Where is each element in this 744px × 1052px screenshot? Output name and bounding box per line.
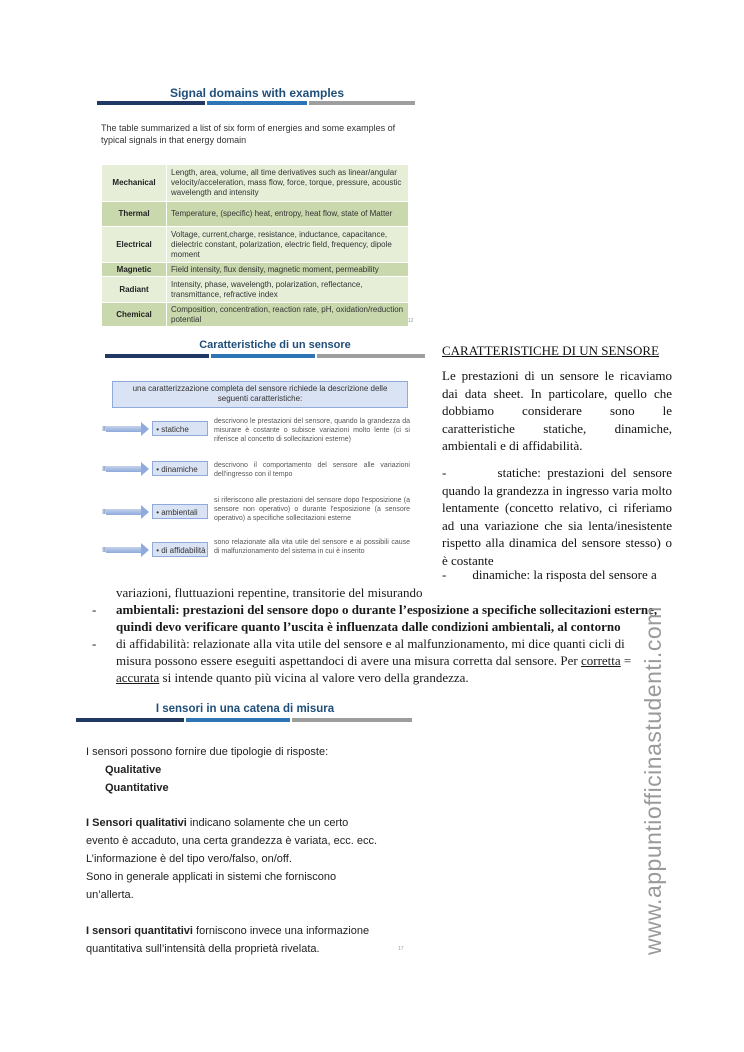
slide3-title: I sensori in una catena di misura — [155, 703, 335, 715]
qualitative-line5: un’allerta. — [86, 889, 134, 901]
category-label: • di affidabilità — [152, 542, 208, 557]
examples-cell: Voltage, current,charge, resistance, inductance, capacitance, dielectric constant, polarization, electric field, frequency, dipole moment — [167, 227, 409, 263]
category-row-statiche: III • statiche — [102, 421, 208, 436]
arrow-icon — [106, 466, 142, 472]
option-quantitative: Quantitative — [105, 782, 169, 794]
examples-cell: Intensity, phase, wavelength, polarization, reflectance, transmittance, refractive index — [167, 277, 409, 303]
qualitative-line4: Sono in generale applicati in sistemi che forniscono — [86, 871, 337, 883]
corretta-term: corretta — [580, 653, 621, 668]
ambientali-line-2: quindi devo verificare quanto l’uscita è influenzata dalle condizioni ambientali, al contorno — [116, 619, 621, 634]
slide3-page-mark: 17 — [398, 946, 404, 952]
quantitative-text: forniscono invece una informazione — [192, 925, 370, 937]
qualitative-line3: L’informazione è del tipo vero/falso, on/off. — [86, 853, 292, 865]
affidabilita-line-1: di affidabilità: relazionate alla vita utile del sensore e al malfunzionamento, mi dice quanti cicli di — [116, 636, 625, 651]
examples-cell: Field intensity, flux density, magnetic moment, permeability — [167, 263, 409, 277]
slide3-title-bar — [76, 718, 414, 722]
dinamiche-continuation: variazioni, fluttuazioni repentine, transitorie del misurando — [116, 585, 423, 600]
table-row — [102, 263, 409, 277]
category-desc: descrivono il comportamento del sensore alle variazioni dell'ingresso con il tempo — [214, 462, 410, 478]
category-label: • statiche — [152, 421, 208, 436]
affidabilita-end: si intende quanto più vicina al valore vero della grandezza. — [159, 670, 469, 685]
category-desc: sono relazionate alla vita utile del sensore e ai possibili cause di malfunzionamento del sistema in cui è inserito — [214, 539, 410, 555]
affidabilita-text: misura possono essere eseguiti aspettandoci di avere una misura corretta dal sensore. Per — [116, 653, 581, 668]
category-desc: si riferiscono alle prestazioni del sensore dopo l'esposizione (a sensore non operativo) o durante l'esposizione (a sensore operativo) a specifiche sollecitazioni esterne — [214, 497, 410, 522]
category-desc: descrivono le prestazioni del sensore, quando la grandezza da misurare è costante o subisce variazioni molto lente (ci si riferisce al concetto di sollecitazioni esterne) — [214, 418, 410, 443]
slide1-title: Signal domains with examples — [169, 86, 345, 100]
domain-cell: Chemical — [102, 303, 167, 327]
examples-cell: Temperature, (specific) heat, entropy, heat flow, state of Matter — [167, 202, 409, 227]
affidabilita-line-3 — [116, 669, 469, 686]
affidabilita-line-2 — [116, 652, 631, 669]
equals-sign: = — [620, 653, 632, 668]
slide2-title: Caratteristiche di un sensore — [199, 339, 351, 351]
quantitative-term: I sensori quantitativi — [86, 925, 193, 937]
slide2-title-bar — [105, 354, 427, 358]
category-label: • ambientali — [152, 504, 208, 519]
category-row-dinamiche: III • dinamiche — [102, 461, 208, 476]
ambientali-line-1: ambientali: prestazioni del sensore dopo o durante l’esposizione a specifiche sollecitazioni esterne, — [116, 602, 658, 617]
dinamiche-start: - dinamiche: la risposta del sensore a — [442, 567, 657, 582]
slide1-intro: The table summarized a list of six form of energies and some examples of typical signals in that energy domain — [101, 123, 396, 145]
domain-cell: Radiant — [102, 277, 167, 303]
intro-paragraph: Le prestazioni di un sensore le ricaviamo dai data sheet. In particolare, quello che dobbiamo considerare sono le caratteristiche statiche, dinamiche, ambientali e di affidabilità. — [442, 368, 672, 453]
quantitative-line2: quantitativa sull’intensità della proprietà rivelata. — [86, 943, 320, 955]
table-row — [102, 202, 409, 227]
qualitative-text: indicano solamente che un certo — [186, 817, 349, 829]
domain-cell: Mechanical — [102, 165, 167, 202]
domain-cell: Magnetic — [102, 263, 167, 277]
ambientali-dash: - — [92, 602, 97, 617]
category-label: • dinamiche — [152, 461, 208, 476]
qualitative-para — [86, 814, 416, 904]
quantitative-para — [86, 922, 416, 958]
slide3-line1: I sensori possono fornire due tipologie di risposte: — [86, 746, 329, 758]
statiche-paragraph: - statiche: prestazioni del sensore quando la grandezza in ingresso varia molto lentamente (concetto relativo, ci riferiamo ad una variazione che sia lenta/inesistente rispetto alla dinamica del sensore stesso) o è costante — [442, 465, 672, 568]
watermark-text: www.appuntiofficinastudenti.com — [640, 606, 666, 955]
option-qualitative: Qualitative — [105, 764, 162, 776]
table-row — [102, 303, 409, 327]
category-row-ambientali: III • ambientali — [102, 504, 208, 519]
affidabilita-dash: - — [92, 636, 97, 651]
table-row — [102, 277, 409, 303]
slide1-title-bar — [97, 101, 417, 105]
section-heading: CARATTERISTICHE DI UN SENSORE — [442, 343, 660, 358]
domain-cell: Electrical — [102, 227, 167, 263]
examples-cell: Length, area, volume, all time derivatives such as linear/angular velocity/acceleration, mass flow, force, torque, pressure, acoustic wavelength and intensity — [167, 165, 409, 202]
qualitative-term: I Sensori qualitativi — [86, 817, 187, 829]
accurata-term: accurata — [116, 670, 160, 685]
table-row — [102, 165, 409, 202]
arrow-icon — [106, 426, 142, 432]
domain-cell: Thermal — [102, 202, 167, 227]
arrow-icon — [106, 509, 142, 515]
energy-table — [101, 164, 409, 327]
arrow-icon — [106, 547, 142, 553]
examples-cell: Composition, concentration, reaction rate, pH, oxidation/reduction potential — [167, 303, 409, 327]
qualitative-line2: evento è accaduto, una certa grandezza è variata, ecc. ecc. — [86, 835, 378, 847]
table-row — [102, 227, 409, 263]
slide1-page-mark: 12 — [408, 318, 414, 324]
category-row-affidabilita: III • di affidabilità — [102, 542, 208, 557]
slide2-intro-box: una caratterizzazione completa del sensore richiede la descrizione delle seguenti caratteristiche: — [112, 381, 408, 408]
